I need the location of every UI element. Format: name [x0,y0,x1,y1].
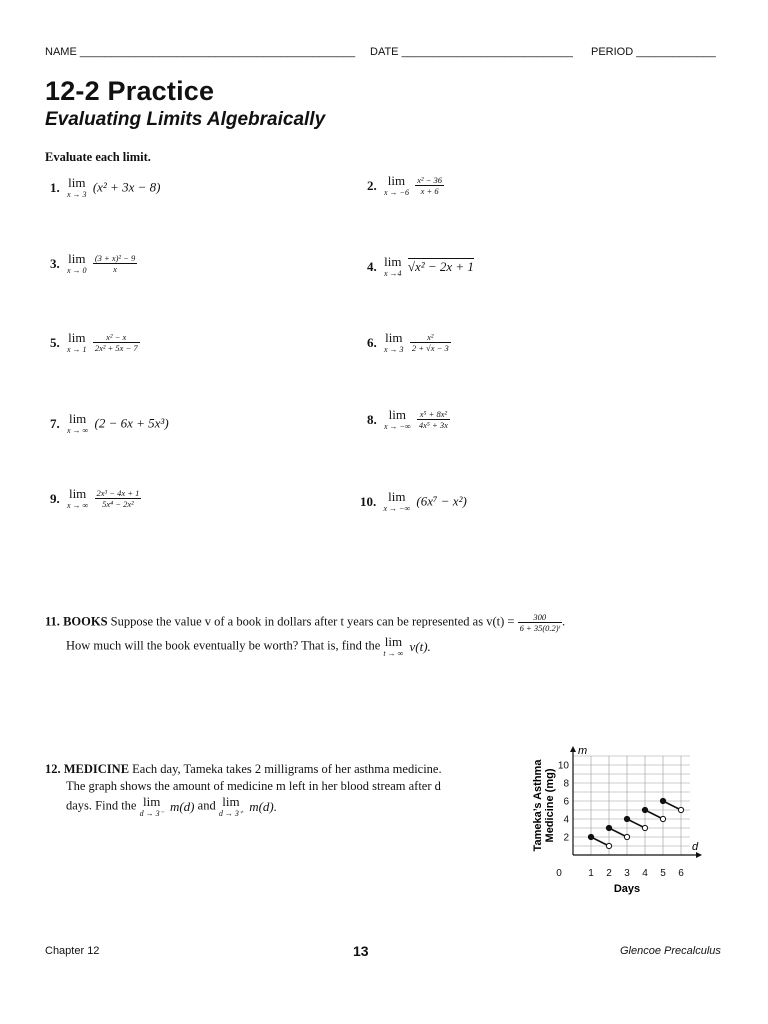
page-subtitle: Evaluating Limits Algebraically [45,109,326,130]
question-11 [45,612,735,658]
y-axis-label [532,759,556,852]
limit-operator [384,174,409,197]
lim-text: lim [222,794,240,809]
lim-subscript: x → 3 [67,190,87,199]
lim-text: lim [387,173,406,188]
lim-subscript: x → 0 [67,266,87,275]
conjunction: and [197,798,216,813]
lim-subscript: x → ∞ [67,426,89,435]
limit-expression: m(d) [169,799,195,814]
limit-expression: √x² − 2x + 1 [407,258,474,274]
open-endpoint [642,825,647,830]
page-title: 12-2 Practice [45,76,215,106]
limit-operator [383,635,403,658]
date-field-label[interactable]: DATE ____________________________ [370,46,573,58]
y-tick-label: 10 [557,760,569,772]
medicine-graph [525,743,715,903]
limit-expression: (6x⁷ − x²) [416,493,467,509]
page-number: 13 [353,943,369,959]
question-topic-label: BOOKS [63,614,108,629]
lim-text: lim [385,330,403,345]
fraction [95,488,142,509]
limit-operator [67,176,87,199]
denominator: 5x⁴ − 2x² [102,499,134,509]
lim-subscript: d → 3⁺ [218,809,244,818]
problem-8 [367,408,450,436]
problem-number: 3. [50,255,60,271]
medicine-graph-svg [525,743,715,903]
problem-number: 10. [360,493,377,509]
lim-subscript: d → 3⁻ [139,809,164,818]
lim-text: lim [68,411,87,426]
y-tick-label: 4 [563,814,569,826]
lim-text: lim [68,251,86,266]
lim-subscript: t → ∞ [383,649,404,658]
x-axis-variable: d [692,841,699,853]
open-endpoint [678,807,683,812]
problem-number: 9. [50,490,60,506]
problem-4 [367,255,474,283]
limit-expression: (2 − 6x + 5x³) [94,415,169,431]
x-tick-label: 2 [606,868,612,879]
limit-operator-right [219,795,243,818]
problem-6 [367,331,451,359]
question-text: days. Find the [66,798,137,813]
denominator: 2 + √x − 3 [411,343,449,353]
limit-operator [67,331,87,354]
question-number: 12. [45,762,61,776]
numerator: 2x³ − 4x + 1 [96,488,140,498]
numerator: x⁵ + 8x² [417,409,450,420]
lim-text: lim [68,175,86,190]
x-tick-label: 1 [588,868,594,879]
lim-text: lim [68,330,86,345]
problem-2 [367,174,444,202]
question-11-line-1 [45,612,735,633]
limit-operator [384,331,404,354]
question-12-line-3 [45,795,505,818]
problem-number: 2. [367,177,377,193]
numerator: 300 [518,612,562,623]
open-endpoint [624,834,629,839]
question-12-line-1 [45,761,505,778]
numerator: x² − x [93,332,140,343]
x-axis-label: Days [613,883,641,895]
lim-text: lim [68,486,87,501]
question-period: . [562,614,566,629]
limit-operator [67,252,87,275]
question-11-line-2 [45,635,735,658]
fraction [93,253,137,274]
fraction [415,175,444,196]
problem-number: 6. [367,334,377,350]
limit-operator-left [140,795,164,818]
closed-endpoint [588,834,593,839]
y-tick-label: 2 [563,832,569,844]
lim-subscript: x → −∞ [383,504,411,513]
question-text: How much will the book eventually be worth? That is, find the [66,638,381,653]
question-text: Each day, Tameka takes 2 milligrams of her asthma medicine. [132,762,442,776]
x-tick-label: 3 [624,868,630,879]
problem-9 [50,487,141,515]
closed-endpoint [606,825,611,830]
closed-endpoint [642,807,647,812]
lim-text: lim [384,634,403,649]
question-topic-label: MEDICINE [63,762,130,776]
question-12 [45,761,505,818]
data-segments [588,798,683,848]
fraction [410,332,451,353]
problem-number: 8. [367,411,377,427]
limit-operator [384,490,411,513]
open-endpoint [606,843,611,848]
lim-subscript: x → ∞ [67,501,89,510]
value-fraction [518,612,562,633]
problem-number: 7. [50,415,60,431]
axes [570,746,702,858]
closed-endpoint [660,798,665,803]
lim-text: lim [384,254,402,269]
limit-expression: (x² + 3x − 8) [92,179,161,195]
lim-subscript: x → −∞ [384,422,411,431]
footer-chapter: Chapter 12 [45,945,100,957]
fraction [417,409,450,430]
lim-text: lim [388,489,406,504]
y-axis-arrow [570,746,576,752]
fraction [93,332,140,353]
y-axis-label-line-1: Tameka’s Asthma [532,759,544,852]
closed-endpoint [624,816,629,821]
open-endpoint [660,816,665,821]
instruction: Evaluate each limit. [45,150,151,164]
period-field-label[interactable]: PERIOD _____________ [591,46,716,58]
limit-operator [384,408,411,431]
limit-operator [67,487,88,510]
y-tick-label: 6 [563,796,569,808]
y-axis-label-line-2: Medicine (mg) [544,768,556,843]
question-number: 11. [45,614,60,629]
denominator: 4x⁵ + 3x [418,420,448,430]
problem-number: 1. [50,179,60,195]
y-axis-variable: m [578,745,588,757]
limit-operator [67,412,88,435]
lim-text: lim [143,794,161,809]
numerator: x² − 36 [417,175,443,185]
problem-10 [360,490,467,518]
numerator: (3 + x)² − 9 [94,253,136,263]
denominator: 2x² + 5x − 7 [94,343,138,353]
x-tick-label: 0 [556,868,562,879]
limit-operator [384,255,402,278]
problem-number: 5. [50,334,60,350]
y-tick-label: 8 [563,778,569,790]
problem-7 [50,412,169,440]
limit-expression: v(t). [409,639,431,654]
problem-5 [50,331,140,359]
lim-subscript: x → 1 [67,345,87,354]
x-tick-label: 5 [660,868,666,879]
denominator: x + 6 [420,186,439,196]
lim-subscript: x →4 [384,269,402,278]
footer-book-title: Glencoe Precalculus [620,945,721,957]
lim-text: lim [388,407,406,422]
numerator: x² [410,332,451,343]
problem-number: 4. [367,258,377,274]
limit-expression: m(d). [249,799,277,814]
problem-3 [50,252,137,280]
lim-subscript: x → −6 [384,188,409,197]
lim-subscript: x → 3 [384,345,404,354]
x-tick-label: 4 [642,868,648,879]
name-field-label[interactable]: NAME _____________________________________________ [45,46,356,58]
x-tick-label: 6 [678,868,684,879]
question-text: Suppose the value v of a book in dollars after t years can be represented as v(t) = [110,614,515,629]
question-12-line-2: The graph shows the amount of medicine m left in her blood stream after d [66,779,441,793]
denominator: x [113,264,117,274]
problem-1 [50,176,160,204]
denominator: 6 + 35(0.2)ᵗ [519,623,561,633]
